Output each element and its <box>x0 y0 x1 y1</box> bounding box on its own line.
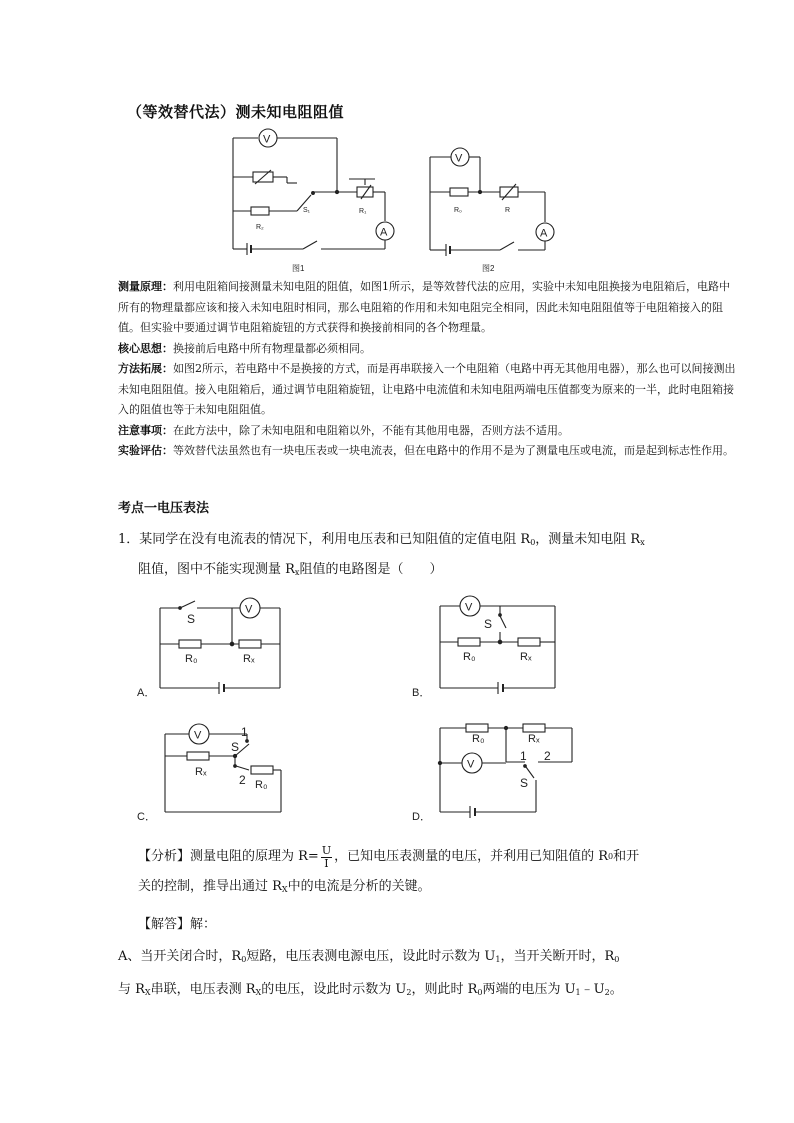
option-d-contact-1-label: 1 <box>520 749 527 763</box>
section-heading: 考点一电压表法 <box>118 501 210 516</box>
option-a-voltmeter-label: V <box>245 603 253 616</box>
question-1: 1．某同学在没有电流表的情况下，利用电压表和已知阻值的定值电阻 $R_0$，测量未知电阻 $R_x$ 阻值，图中不能实现测量 $R_x$阻值的电路图是（ ） <box>118 532 645 577</box>
option-a-switch-label: S <box>187 612 196 626</box>
option-c-Rx-label: Rₓ <box>195 766 207 778</box>
option-c-voltmeter-label: V <box>194 729 202 742</box>
option-b-voltmeter-label: V <box>465 601 473 614</box>
option-d-switch-label: S <box>520 776 529 790</box>
option-d-R0-label: R₀ <box>472 733 485 745</box>
option-a-circuit <box>135 592 295 704</box>
option-a-Rx-label: Rₓ <box>243 653 255 665</box>
option-c-contact-2-label: 2 <box>239 773 246 787</box>
option-b-circuit <box>410 592 570 704</box>
option-c-R0-label: R₀ <box>255 779 268 791</box>
figure-2-circuit <box>422 142 562 277</box>
fig2-R-label: R <box>505 207 511 214</box>
option-c-label: C． <box>137 811 156 822</box>
fig2-voltmeter-label: V <box>455 152 463 165</box>
fig1-R2-label: R₂ <box>256 224 264 231</box>
intro-core-idea: 核心思想：换接前后电路中所有物理量都必须相同。 <box>118 341 371 355</box>
fig2-R0-label: R₀ <box>454 207 462 214</box>
option-d-contact-2-label: 2 <box>544 749 551 763</box>
option-b-switch-label: S <box>484 617 493 631</box>
fig2-ammeter-label: A <box>540 227 548 240</box>
option-b-R0-label: R₀ <box>463 651 476 663</box>
intro-notes: 注意事项：在此方法中，除了未知电阻和电阻箱以外，不能有其他用电器，否则方法不适用。 <box>118 423 569 437</box>
intro-extension: 方法拓展：如图2所示，若电路中不是换接的方式，而是再串联接入一个电阻箱（电路中再无其他用电器），那么也可以间接测出未知电阻阻值。接入电阻箱后，通过调节电阻箱旋钮，让电路中电流值和未知电阻两端电压值都变为原来的一半，此时电阻箱接入的阻值也等于未知电阻阻值。 <box>118 362 736 416</box>
solution: 【解答】解： A、当开关闭合时，$R_0$短路，电压表测电源电压，设此时示数为 $U_1$，当开关断开时，$R_0$ 与 $R_X$串联，电压表测 $R_X$的电压，设此时示数为 $U_2$，则此时 $R_0$两端的电压为 $U_1﹣U_2$。 <box>118 917 623 997</box>
option-d-label: D． <box>412 811 431 822</box>
fig1-R1-label: R₁ <box>359 208 367 215</box>
fig1-voltmeter-label: V <box>263 133 271 146</box>
fig1-S1-label: S₁ <box>303 207 311 214</box>
option-d-voltmeter-label: V <box>467 758 475 771</box>
option-d-Rx-label: Rₓ <box>528 733 540 745</box>
figure-1-circuit <box>225 125 400 277</box>
option-c-circuit <box>135 720 295 822</box>
option-c-contact-1-label: 1 <box>241 725 248 739</box>
option-a-label: A． <box>137 687 156 699</box>
option-a-R0-label: R₀ <box>185 653 198 665</box>
fig1-caption: 图1 <box>292 264 305 273</box>
option-b-Rx-label: Rₓ <box>520 651 532 663</box>
option-d-circuit <box>410 720 585 822</box>
method-intro <box>118 277 740 462</box>
fig1-ammeter-label: A <box>380 226 388 239</box>
intro-evaluation: 实验评估：等效替代法虽然也有一块电压表或一块电流表，但在电路中的作用不是为了测量电压或电流，而是起到标志性作用。 <box>118 444 734 457</box>
option-b-label: B． <box>412 687 431 699</box>
page-title: （等效替代法）测未知电阻阻值 <box>127 103 345 121</box>
analysis: 【分析】 测量电阻的原理为 R= $\frac{U}{I}$ ，已知电压表测量的电压，并利用已知阻值的 R 0 和开 关的控制，推导出通过 $R_X$中的电流是分析的关键。 <box>138 843 640 894</box>
fig2-caption: 图2 <box>482 264 495 273</box>
intro-principle: 测量原理：利用电阻箱间接测量未知电阻的阻值，如图1所示，是等效替代法的应用，实验中未知电阻换接为电阻箱后，电路中所有的物理量都应该和接入未知电阻时相同，那么电阻箱的作用和未知电阻完全相同，因此未知电阻阻值等于电阻箱接入的阻值。但实验中要通过调节电阻箱旋钮的方式获得和换接前相同的各个物理量。 <box>118 280 730 334</box>
option-c-switch-label: S <box>231 740 240 754</box>
